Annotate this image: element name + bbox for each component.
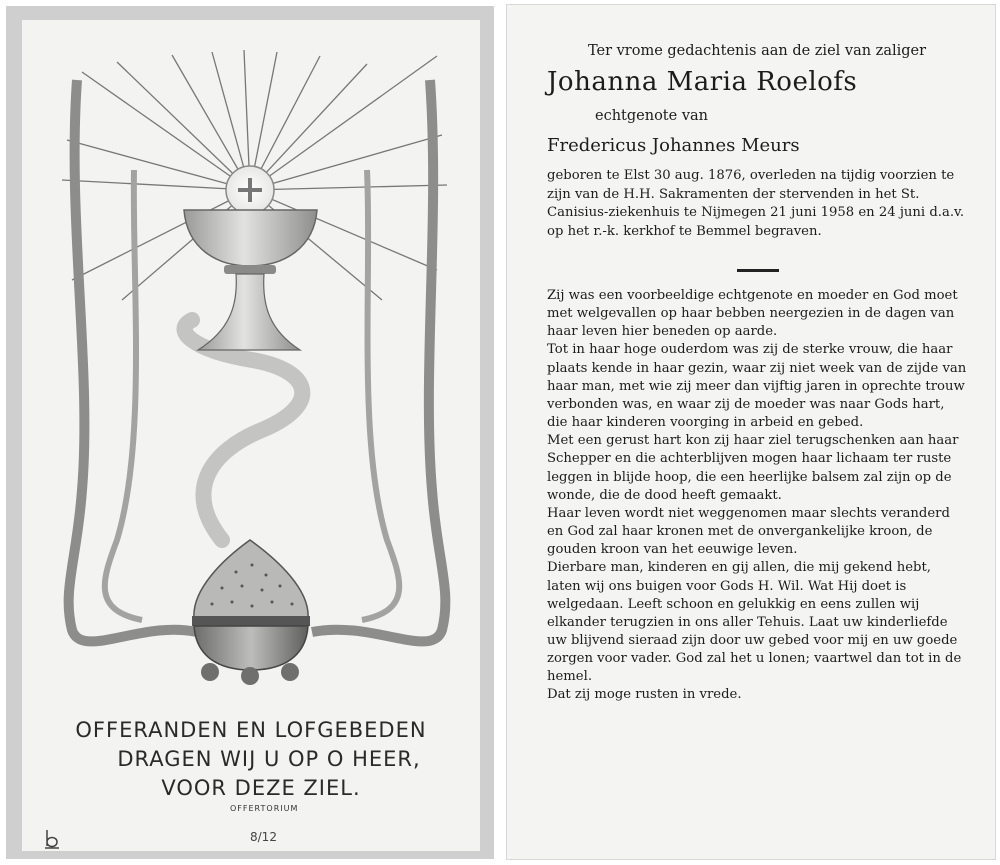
printer-mark-icon	[44, 828, 60, 850]
paragraph: Tot in haar hoge ouderdom was zij de sterke vrouw, die haar plaats kende in haar gezin, waar zij niet week van de zijde van haar man, met wie zij meer dan vijftig jaren in oprechte trouw verbonden was, en waar zij de moeder was naar Gods hart, die haar kinderen voorging in arbeid en gebed.	[547, 342, 967, 431]
incense-smoke	[185, 320, 303, 540]
biography: geboren te Elst 30 aug. 1876, overleden na tijdig voorzien te zijn van de H.H. Sakramenten der stervenden in het St. Canisius-ziekenhuis te Nijmegen 21 juni 1958 en 24 juni d.a.v. op het r.-k. kerkhof te Bemmel begraven.	[547, 168, 965, 239]
offertorium-label: OFFERTORIUM	[230, 804, 299, 813]
caption-line-2: DRAGEN WIJ U OP O HEER,	[117, 747, 421, 771]
paragraph: Haar leven wordt niet weggenomen maar slechts veranderd en God zal haar kronen met de onvergankelijke kroon, de gouden kroon van het eeuwige leven.	[547, 505, 950, 558]
left-inner-ribbon	[105, 170, 142, 620]
divider	[737, 269, 779, 272]
caption-line-1: OFFERANDEN EN LOFGEBEDEN	[75, 718, 427, 742]
caption-line-3: VOOR DEZE ZIEL.	[161, 776, 361, 800]
paragraph: Met een gerust hart kon zij haar ziel terugschenken aan haar Schepper en die achterblijven mogen haar lichaam ter ruste leggen in blijde hoop, die een heerlijke balsem zal zijn op de wonde, die de dood heeft gemaakt.	[547, 433, 959, 503]
eulogy-text	[547, 287, 967, 705]
card-number: 8/12	[250, 830, 277, 844]
spouse-label: echtgenote van	[595, 108, 708, 124]
spouse-name: Fredericus Johannes Meurs	[547, 135, 800, 156]
thurible-icon	[192, 540, 310, 685]
chalice-icon	[184, 210, 317, 350]
right-inner-ribbon	[362, 170, 399, 620]
left-ribbon	[69, 80, 197, 641]
deceased-name: Johanna Maria Roelofs	[547, 67, 858, 97]
paragraph: Dierbare man, kinderen en gij allen, die mij gekend hebt, laten wij ons buigen voor Gods H. Wil. Wat Hij doet is welgedaan. Leeft schoon en gelukkig en eens zullen wij elkander terugzien in ons aller Tehuis. Laat uw kinderliefde uw blijvend sieraad zijn door uw gebed voor mij en uw goede zorgen voor vader. God zal het u lonen; vaartwel dan tot in de hemel.	[547, 560, 962, 685]
right-ribbon	[312, 80, 445, 641]
paragraph: Zij was een voorbeeldige echtgenote en moeder en God moet met welgevallen op haar bebben neergezien in de dagen van haar leven hier beneden op aarde.	[547, 288, 958, 340]
intro-line: Ter vrome gedachtenis aan de ziel van zaliger	[587, 43, 927, 59]
memorial-card-front	[6, 6, 494, 859]
card-front-panel	[22, 20, 480, 851]
paragraph: Dat zij moge rusten in vrede.	[547, 687, 742, 703]
memorial-card-back	[506, 4, 996, 860]
